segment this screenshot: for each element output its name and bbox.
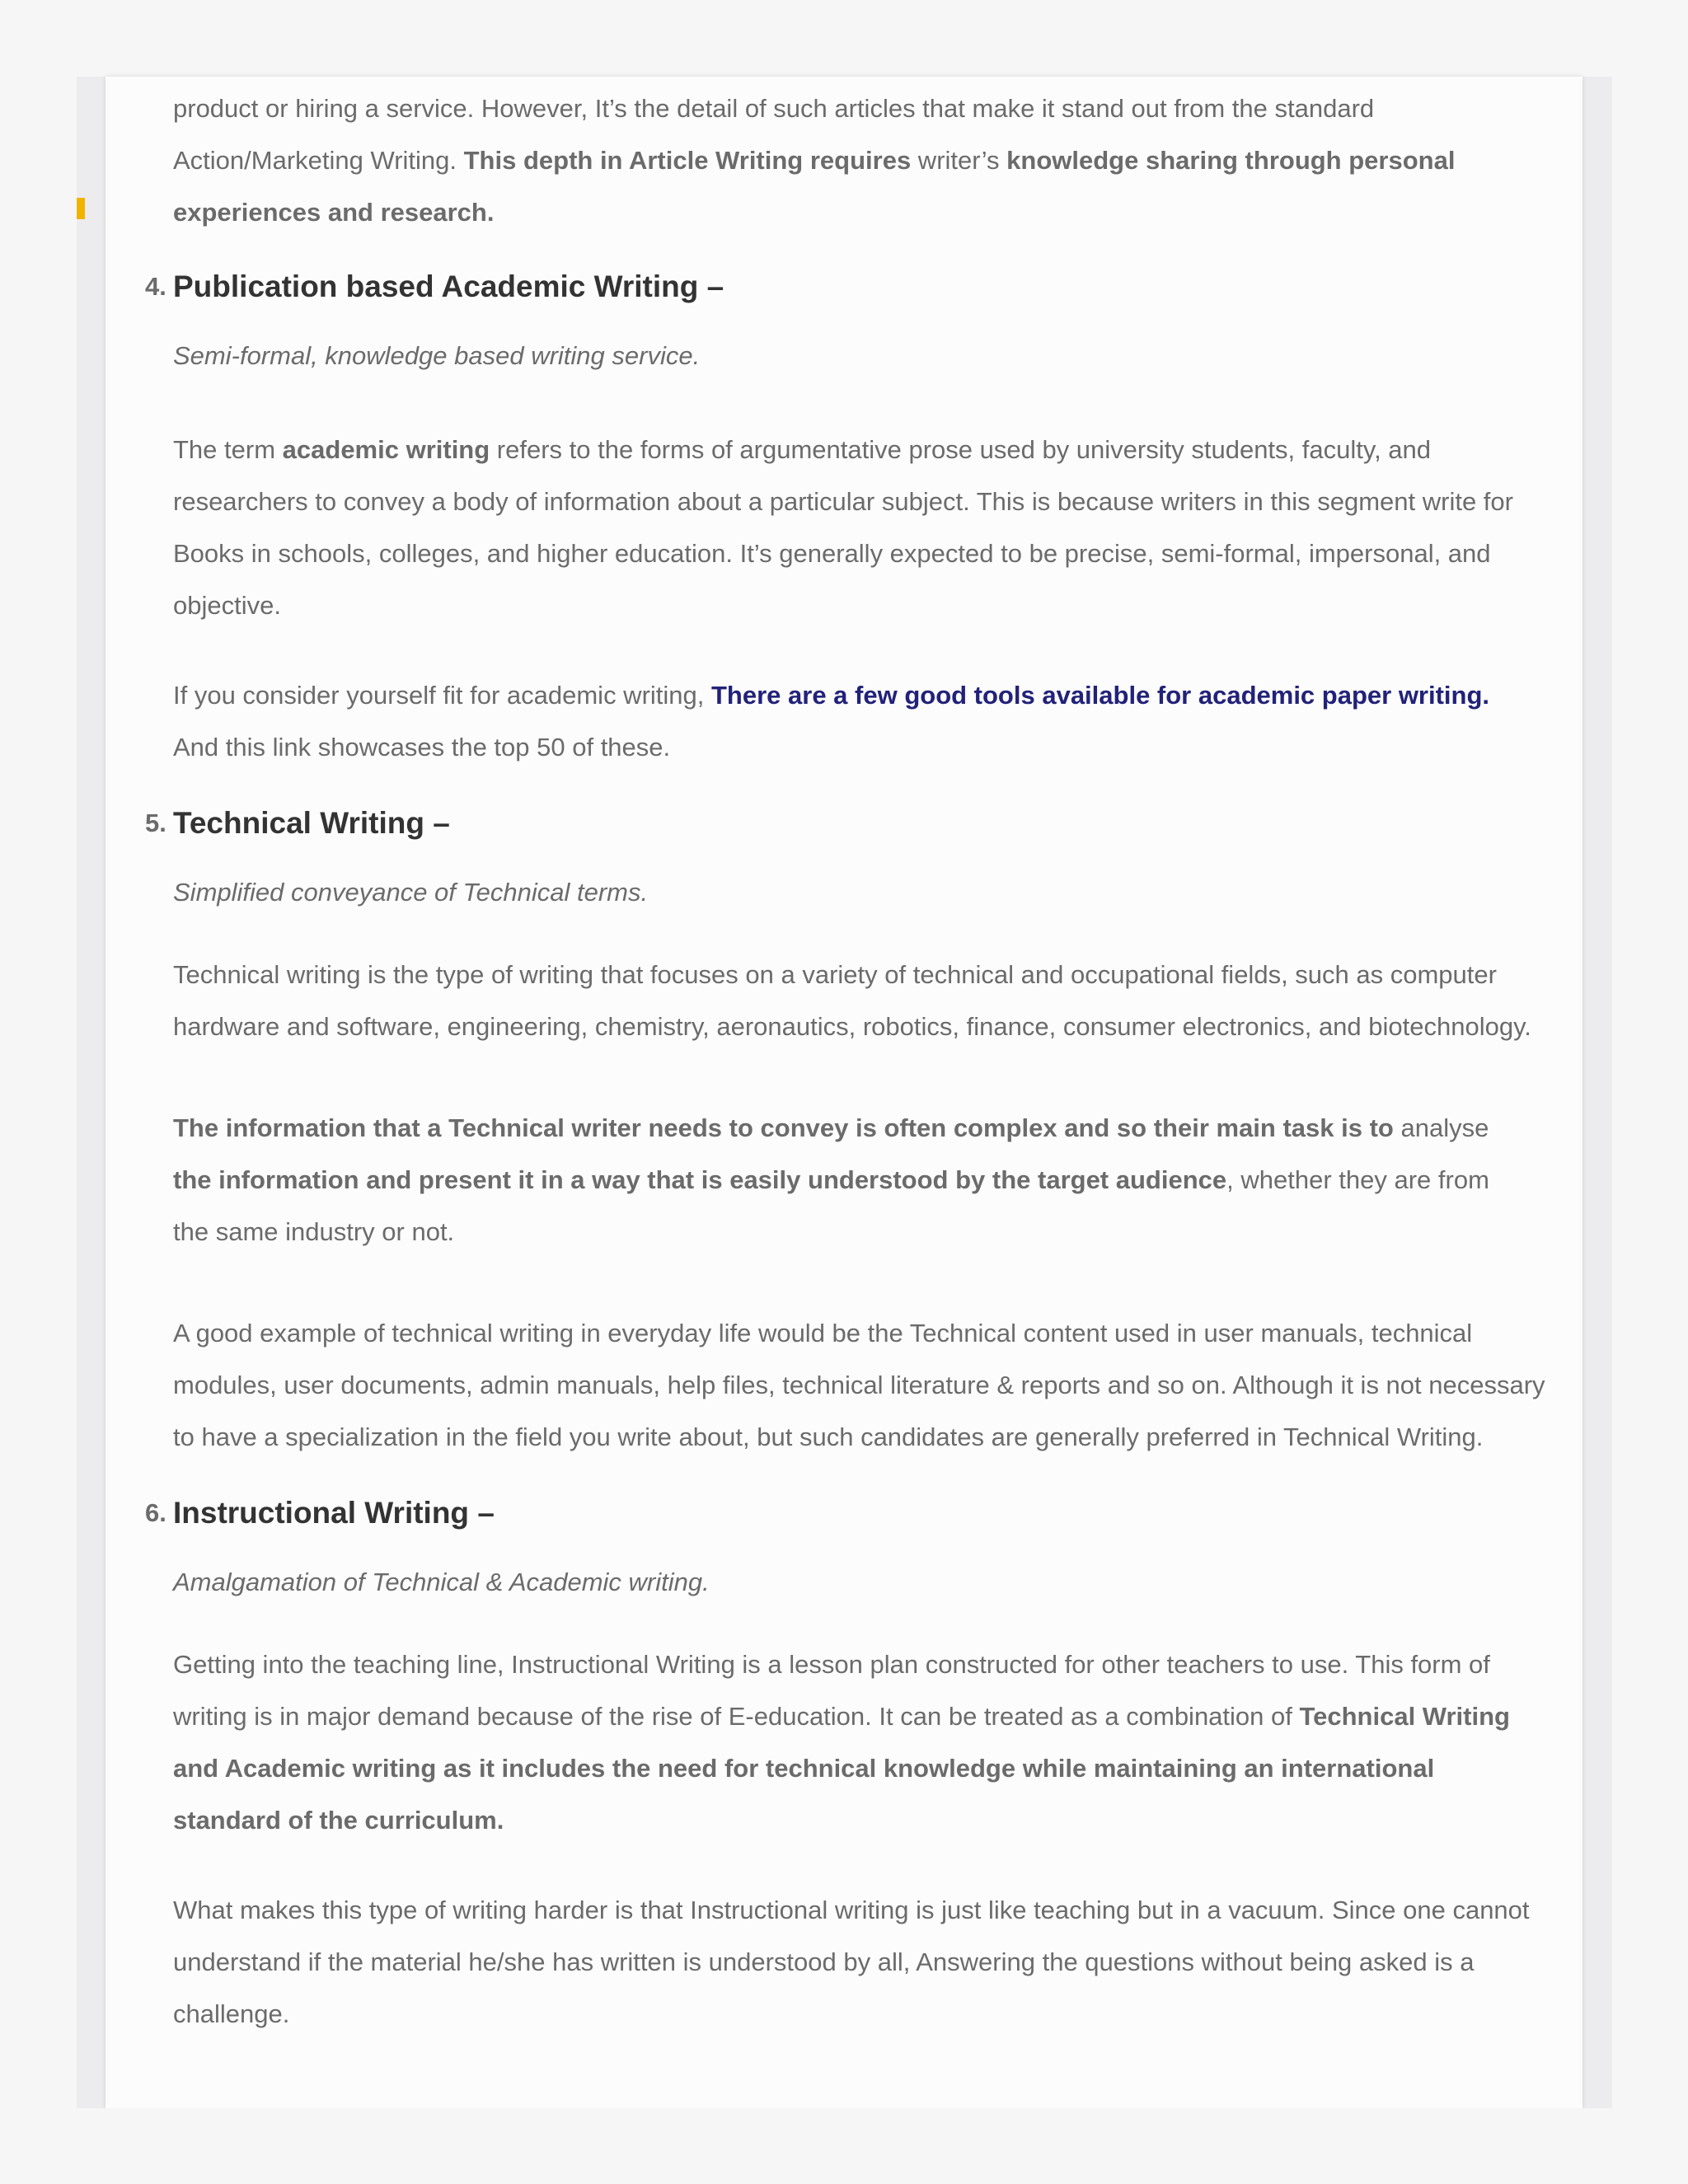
intro-bold-text: This depth in Article Writing requires	[463, 146, 912, 175]
accent-marker	[77, 198, 85, 219]
section-paragraph	[173, 669, 1558, 773]
section-heading-6	[145, 1493, 1558, 1538]
paragraph-text: to have a specialization in the field you write about, but such candidates are generally preferred in Technical Writing.	[173, 1422, 1484, 1451]
section-paragraph	[173, 424, 1558, 631]
intro-bold-text: experiences and research.	[173, 198, 495, 227]
intro-line-1: product or hiring a service. However, It’s the detail of such articles that make it stand out from the standard	[173, 94, 1375, 123]
paragraph-text: understand if the material he/she has written is understood by all, Answering the questions without being asked is a	[173, 1947, 1475, 1976]
paragraph-text: The term	[173, 435, 283, 464]
bold-text: The information that a Technical writer needs to convey is often complex and so their main task is to	[173, 1113, 1394, 1142]
section-paragraph	[173, 1102, 1558, 1258]
paragraph-text: And this link showcases the top 50 of these.	[173, 733, 671, 762]
bold-text: and Academic writing as it includes the need for technical knowledge while maintaining an international	[173, 1754, 1435, 1783]
article-body	[145, 82, 1558, 2040]
paragraph-text: challenge.	[173, 1999, 290, 2028]
paragraph-text: modules, user documents, admin manuals, help files, technical literature & reports and so on. Although it is not necessary	[173, 1371, 1545, 1399]
section-heading-4	[145, 266, 1558, 312]
paragraph-text: What makes this type of writing harder is that Instructional writing is just like teaching but in a vacuum. Since one cannot	[173, 1896, 1530, 1924]
paragraph-text: writing is in major demand because of the rise of E-education. It can be treated as a combination of	[173, 1702, 1300, 1731]
intro-paragraph	[173, 82, 1558, 238]
section-paragraph	[173, 1884, 1558, 2040]
section-paragraph	[173, 1638, 1558, 1846]
section-subtitle: Simplified conveyance of Technical terms.	[173, 878, 649, 907]
paragraph-text: analyse	[1393, 1113, 1489, 1142]
bold-text: standard of the curriculum.	[173, 1806, 504, 1835]
paragraph-text: , whether they are from	[1226, 1165, 1489, 1194]
page-bottom-background	[0, 2108, 1688, 2184]
section-heading-5	[145, 803, 1558, 848]
paragraph-text: Technical writing is the type of writing that focuses on a variety of technical and occupational fields, such as computer	[173, 960, 1497, 989]
section-subtitle: Semi-formal, knowledge based writing service.	[173, 341, 701, 370]
paragraph-text: Books in schools, colleges, and higher education. It’s generally expected to be precise, semi-formal, impersonal, and	[173, 539, 1491, 568]
paragraph-text: the same industry or not.	[173, 1217, 455, 1246]
paragraph-text: A good example of technical writing in everyday life would be the Technical content used in user manuals, technical	[173, 1319, 1473, 1347]
section-paragraph	[173, 1307, 1558, 1463]
academic-tools-link[interactable]: There are a few good tools available for academic paper writing.	[710, 681, 1490, 710]
bold-text: Technical Writing	[1299, 1702, 1510, 1731]
paragraph-text: objective.	[173, 591, 281, 620]
list-number: 5.	[145, 808, 166, 837]
paragraph-text: Getting into the teaching line, Instructional Writing is a lesson plan constructed for other teachers to use. This form of	[173, 1650, 1490, 1679]
section-title: Technical Writing –	[173, 806, 450, 840]
section-title: Instructional Writing –	[173, 1496, 495, 1530]
paragraph-text: hardware and software, engineering, chemistry, aeronautics, robotics, finance, consumer electronics, and biotechnology.	[173, 1012, 1531, 1041]
intro-bold-text: knowledge sharing through personal	[1006, 146, 1456, 175]
paragraph-text: If you consider yourself fit for academic writing,	[173, 681, 711, 710]
bold-text: the information and present it in a way that is easily understood by the target audience	[173, 1165, 1227, 1194]
intro-text: writer’s	[911, 146, 1007, 175]
intro-text: Action/Marketing Writing.	[173, 146, 464, 175]
list-number: 6.	[145, 1498, 166, 1527]
section-paragraph	[173, 949, 1558, 1052]
paragraph-text: researchers to convey a body of information about a particular subject. This is because writers in this segment write for	[173, 487, 1513, 516]
paragraph-text: refers to the forms of argumentative prose used by university students, faculty, and	[490, 435, 1432, 464]
section-title: Publication based Academic Writing –	[173, 269, 724, 303]
bold-term: academic writing	[282, 435, 490, 464]
section-subtitle: Amalgamation of Technical & Academic writing.	[173, 1568, 710, 1596]
list-number: 4.	[145, 272, 166, 301]
